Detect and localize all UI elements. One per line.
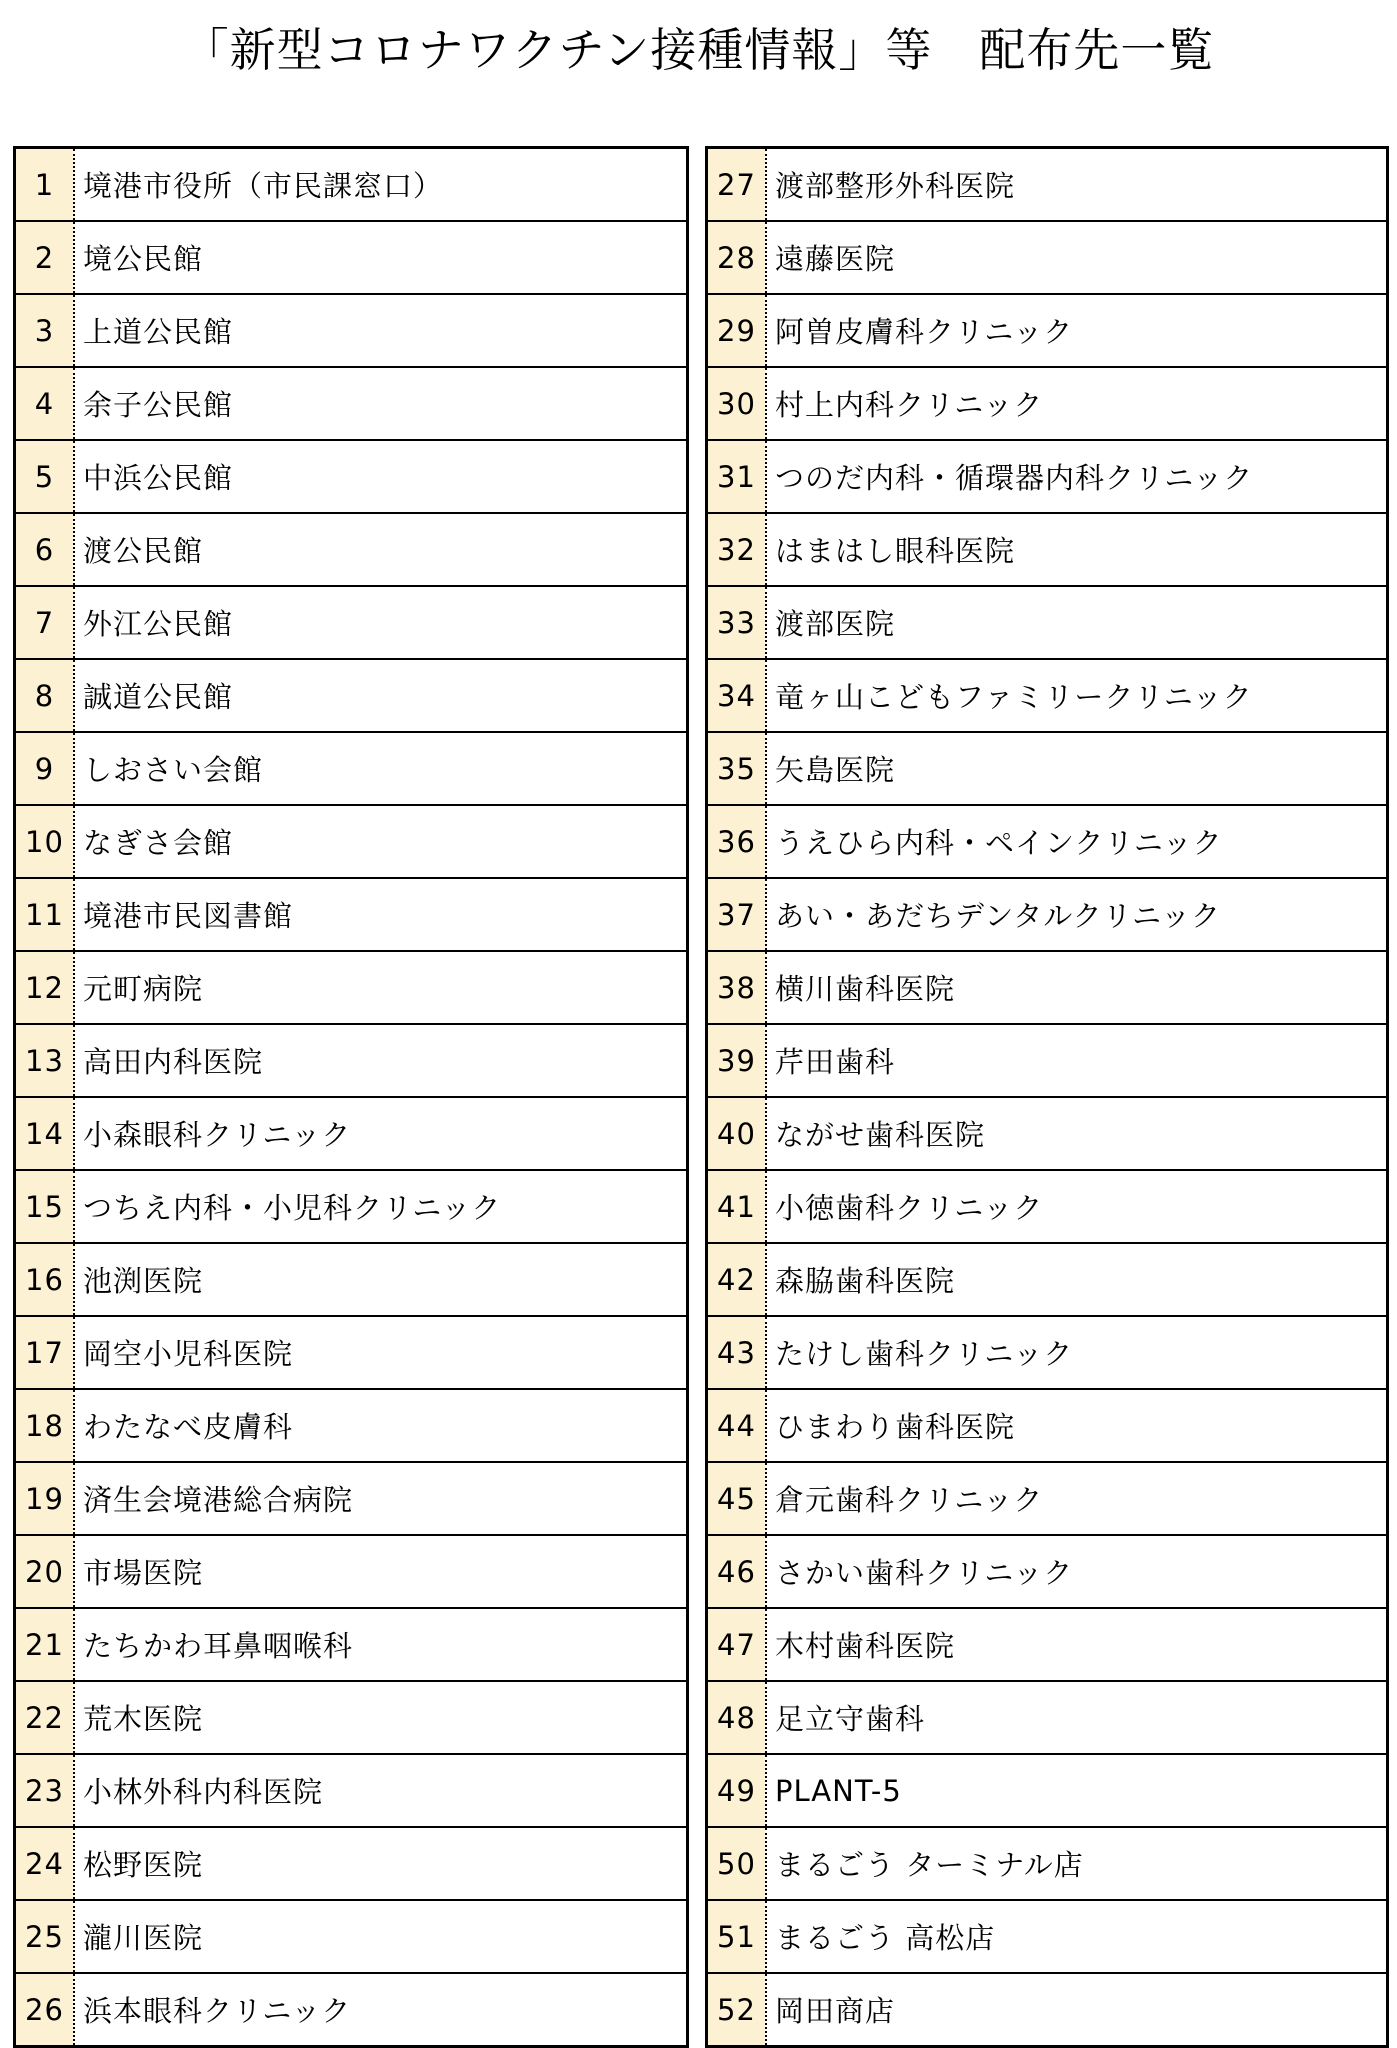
location-name: さかい歯科クリニック <box>766 1535 1388 1608</box>
distribution-list-right <box>705 146 1389 2048</box>
location-name: 渡部整形外科医院 <box>766 148 1388 222</box>
row-number: 52 <box>707 1973 767 2047</box>
table-row <box>15 513 688 586</box>
row-number: 46 <box>707 1535 767 1608</box>
location-name: 高田内科医院 <box>74 1024 688 1097</box>
location-name: 上道公民館 <box>74 294 688 367</box>
row-number: 42 <box>707 1243 767 1316</box>
location-name: 遠藤医院 <box>766 221 1388 294</box>
table-row <box>707 1754 1388 1827</box>
table-row <box>707 513 1388 586</box>
row-number: 23 <box>15 1754 75 1827</box>
row-number: 5 <box>15 440 75 513</box>
table-row <box>15 1024 688 1097</box>
location-name: しおさい会館 <box>74 732 688 805</box>
table-row <box>707 951 1388 1024</box>
table-row <box>15 1389 688 1462</box>
row-number: 8 <box>15 659 75 732</box>
table-row <box>707 1170 1388 1243</box>
location-name: 足立守歯科 <box>766 1681 1388 1754</box>
location-name: つちえ内科・小児科クリニック <box>74 1170 688 1243</box>
table-row <box>15 148 688 222</box>
row-number: 22 <box>15 1681 75 1754</box>
row-number: 3 <box>15 294 75 367</box>
table-row <box>707 1827 1388 1900</box>
location-name: 矢島医院 <box>766 732 1388 805</box>
row-number: 37 <box>707 878 767 951</box>
location-name: 芹田歯科 <box>766 1024 1388 1097</box>
location-name: たけし歯科クリニック <box>766 1316 1388 1389</box>
location-name: 池渕医院 <box>74 1243 688 1316</box>
row-number: 27 <box>707 148 767 222</box>
location-name: 小林外科内科医院 <box>74 1754 688 1827</box>
table-row <box>707 1681 1388 1754</box>
row-number: 39 <box>707 1024 767 1097</box>
location-name: 森脇歯科医院 <box>766 1243 1388 1316</box>
table-row <box>707 805 1388 878</box>
location-name: 浜本眼科クリニック <box>74 1973 688 2047</box>
location-name: 倉元歯科クリニック <box>766 1462 1388 1535</box>
table-row <box>707 1389 1388 1462</box>
location-name: まるごう 高松店 <box>766 1900 1388 1973</box>
table-row <box>707 732 1388 805</box>
row-number: 15 <box>15 1170 75 1243</box>
row-number: 47 <box>707 1608 767 1681</box>
table-row <box>15 1754 688 1827</box>
row-number: 19 <box>15 1462 75 1535</box>
table-row <box>15 440 688 513</box>
row-number: 11 <box>15 878 75 951</box>
row-number: 30 <box>707 367 767 440</box>
table-row <box>15 1170 688 1243</box>
row-number: 1 <box>15 148 75 222</box>
row-number: 26 <box>15 1973 75 2047</box>
location-name: 横川歯科医院 <box>766 951 1388 1024</box>
table-row <box>707 1608 1388 1681</box>
location-name: 阿曽皮膚科クリニック <box>766 294 1388 367</box>
distribution-list-left-body <box>15 148 688 2047</box>
table-row <box>15 367 688 440</box>
location-name: うえひら内科・ペインクリニック <box>766 805 1388 878</box>
row-number: 16 <box>15 1243 75 1316</box>
location-name: あい・あだちデンタルクリニック <box>766 878 1388 951</box>
row-number: 6 <box>15 513 75 586</box>
table-row <box>15 1681 688 1754</box>
location-name: なぎさ会館 <box>74 805 688 878</box>
table-row <box>707 659 1388 732</box>
table-row <box>15 1535 688 1608</box>
row-number: 48 <box>707 1681 767 1754</box>
table-row <box>707 1316 1388 1389</box>
row-number: 51 <box>707 1900 767 1973</box>
table-row <box>707 1024 1388 1097</box>
row-number: 38 <box>707 951 767 1024</box>
row-number: 28 <box>707 221 767 294</box>
location-name: 村上内科クリニック <box>766 367 1388 440</box>
table-row <box>707 1900 1388 1973</box>
location-name: 渡公民館 <box>74 513 688 586</box>
row-number: 50 <box>707 1827 767 1900</box>
location-name: 渡部医院 <box>766 586 1388 659</box>
location-name: たちかわ耳鼻咽喉科 <box>74 1608 688 1681</box>
table-row <box>707 1243 1388 1316</box>
location-name: 市場医院 <box>74 1535 688 1608</box>
location-name: 誠道公民館 <box>74 659 688 732</box>
location-name: 小森眼科クリニック <box>74 1097 688 1170</box>
row-number: 4 <box>15 367 75 440</box>
row-number: 17 <box>15 1316 75 1389</box>
row-number: 33 <box>707 586 767 659</box>
row-number: 18 <box>15 1389 75 1462</box>
row-number: 41 <box>707 1170 767 1243</box>
location-name: 境公民館 <box>74 221 688 294</box>
location-name: まるごう ターミナル店 <box>766 1827 1388 1900</box>
location-name: 小徳歯科クリニック <box>766 1170 1388 1243</box>
table-row <box>707 294 1388 367</box>
table-row <box>15 1973 688 2047</box>
table-row <box>707 1535 1388 1608</box>
table-row <box>707 440 1388 513</box>
row-number: 34 <box>707 659 767 732</box>
table-row <box>707 1097 1388 1170</box>
location-name: PLANT-5 <box>766 1754 1388 1827</box>
row-number: 36 <box>707 805 767 878</box>
table-row <box>15 1097 688 1170</box>
row-number: 29 <box>707 294 767 367</box>
row-number: 45 <box>707 1462 767 1535</box>
location-name: ながせ歯科医院 <box>766 1097 1388 1170</box>
table-row <box>15 586 688 659</box>
table-row <box>707 367 1388 440</box>
location-name: はまはし眼科医院 <box>766 513 1388 586</box>
location-name: 境港市民図書館 <box>74 878 688 951</box>
location-name: 木村歯科医院 <box>766 1608 1388 1681</box>
page-title: 「新型コロナワクチン接種情報」等 配布先一覧 <box>182 23 1215 77</box>
row-number: 25 <box>15 1900 75 1973</box>
table-row <box>707 586 1388 659</box>
table-row <box>15 1243 688 1316</box>
table-row <box>15 951 688 1024</box>
row-number: 12 <box>15 951 75 1024</box>
row-number: 24 <box>15 1827 75 1900</box>
table-row <box>707 1462 1388 1535</box>
location-name: 竜ヶ山こどもファミリークリニック <box>766 659 1388 732</box>
table-row <box>707 221 1388 294</box>
table-row <box>15 732 688 805</box>
location-name: 元町病院 <box>74 951 688 1024</box>
location-name: 瀧川医院 <box>74 1900 688 1973</box>
location-name: 余子公民館 <box>74 367 688 440</box>
location-name: 外江公民館 <box>74 586 688 659</box>
table-row <box>15 1316 688 1389</box>
location-name: 境港市役所（市民課窓口） <box>74 148 688 222</box>
row-number: 35 <box>707 732 767 805</box>
location-name: 済生会境港総合病院 <box>74 1462 688 1535</box>
table-row <box>15 221 688 294</box>
row-number: 14 <box>15 1097 75 1170</box>
table-row <box>15 805 688 878</box>
row-number: 21 <box>15 1608 75 1681</box>
row-number: 44 <box>707 1389 767 1462</box>
row-number: 2 <box>15 221 75 294</box>
location-name: 岡田商店 <box>766 1973 1388 2047</box>
table-row <box>15 1900 688 1973</box>
location-name: つのだ内科・循環器内科クリニック <box>766 440 1388 513</box>
location-name: 中浜公民館 <box>74 440 688 513</box>
location-name: 岡空小児科医院 <box>74 1316 688 1389</box>
row-number: 40 <box>707 1097 767 1170</box>
row-number: 32 <box>707 513 767 586</box>
table-row <box>15 1827 688 1900</box>
row-number: 7 <box>15 586 75 659</box>
table-row <box>707 148 1388 222</box>
row-number: 49 <box>707 1754 767 1827</box>
table-row <box>707 878 1388 951</box>
row-number: 9 <box>15 732 75 805</box>
table-row <box>15 878 688 951</box>
table-row <box>15 294 688 367</box>
table-row <box>15 1462 688 1535</box>
table-row <box>707 1973 1388 2047</box>
row-number: 20 <box>15 1535 75 1608</box>
distribution-list-left <box>13 146 689 2048</box>
location-name: 松野医院 <box>74 1827 688 1900</box>
row-number: 31 <box>707 440 767 513</box>
row-number: 43 <box>707 1316 767 1389</box>
table-row <box>15 659 688 732</box>
location-name: ひまわり歯科医院 <box>766 1389 1388 1462</box>
table-row <box>15 1608 688 1681</box>
row-number: 10 <box>15 805 75 878</box>
row-number: 13 <box>15 1024 75 1097</box>
location-name: わたなべ皮膚科 <box>74 1389 688 1462</box>
location-name: 荒木医院 <box>74 1681 688 1754</box>
distribution-list-right-body <box>707 148 1388 2047</box>
